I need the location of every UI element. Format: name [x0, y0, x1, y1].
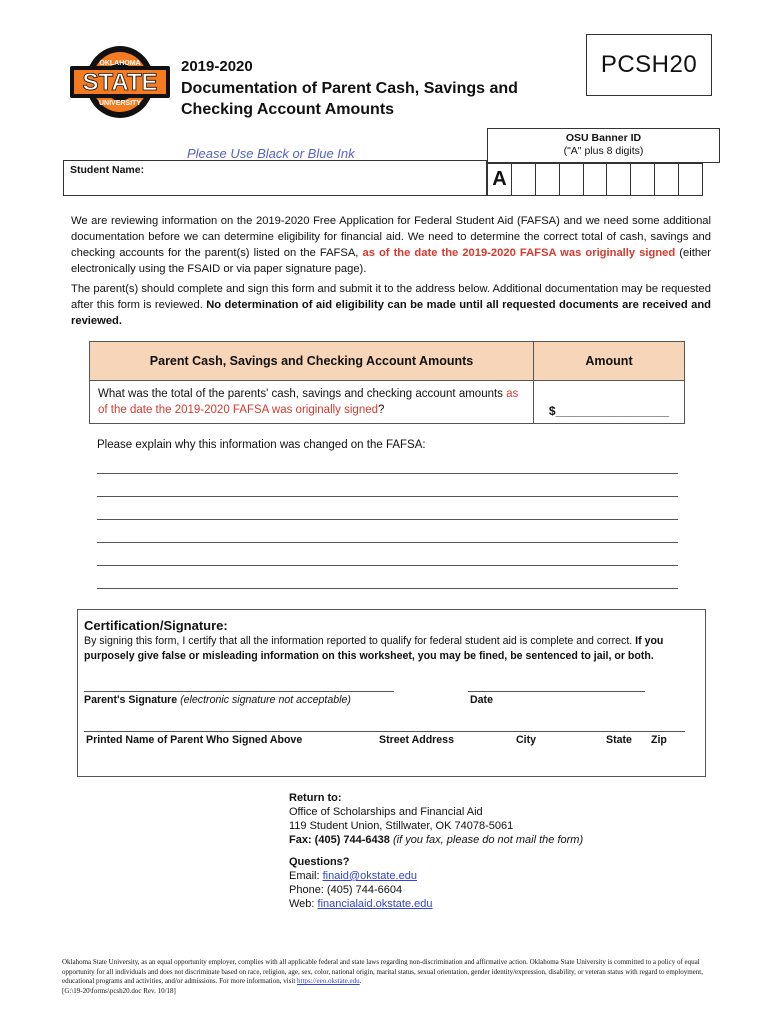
certification-statement: By signing this form, I certify that all the information reported to qualify for federal student aid is complete and correct. [84, 635, 636, 647]
signature-note: (electronic signature not acceptable) [180, 694, 351, 706]
intro-paragraph-1 [71, 213, 711, 277]
signature-line[interactable] [84, 691, 394, 692]
explain-line[interactable] [97, 473, 678, 474]
banner-digit-box[interactable] [606, 163, 631, 196]
certification-text [84, 634, 700, 664]
student-name-field[interactable] [63, 160, 487, 196]
banner-id-prefix: A [487, 163, 512, 196]
intro-text: We are reviewing information on the 2019-2020 Free Application for Federal Student Aid (FAFSA) and we need some additional documentation before we can determine eligibility for financial aid. We need to determine the correct total of cash, savings and checking accounts for the parent(s) listed on the FAFSA, [71, 215, 711, 259]
amount-input[interactable]: $_________________ [534, 381, 685, 424]
state-label: State [606, 734, 632, 746]
fax-number: Fax: (405) 744-6438 [289, 834, 390, 846]
zip-label: Zip [651, 734, 667, 746]
form-code: PCSH20 [586, 34, 712, 96]
table-header-amount: Amount [534, 342, 685, 381]
footer-text: Oklahoma State University, as an equal opportunity employer, complies with all applicable federal and state laws regarding non-discrimination and affirmative action. Oklahoma State University is committed to a policy of equal opportunity for all individuals and does not discriminate based on race, religion, age, sex, color, national origin, marital status, sexual orientation, gender identity/expression, disability, or veteran status with regard to employment, educational programs and activities, and/or admissions. For more information, visit [62, 958, 703, 985]
banner-digit-box[interactable] [630, 163, 655, 196]
banner-id-header [487, 128, 720, 163]
logo-top-text: OKLAHOMA [99, 60, 141, 67]
explain-label: Please explain why this information was changed on the FAFSA: [97, 439, 426, 451]
banner-id-label: OSU Banner ID [565, 132, 642, 144]
intro-bold: No determination of aid eligibility can be made until all requested documents are received and reviewed. [71, 299, 711, 327]
form-title: Documentation of Parent Cash, Savings and Checking Account Amounts [181, 80, 518, 118]
web-row [289, 897, 583, 911]
footer-ref: [G:\19-20\forms\pcsh20.doc Rev. 10/18] [62, 986, 176, 995]
explain-line[interactable] [97, 542, 678, 543]
explain-line[interactable] [97, 588, 678, 589]
intro-paragraph-2 [71, 281, 711, 329]
web-link[interactable]: financialaid.okstate.edu [317, 898, 433, 910]
explain-line[interactable] [97, 565, 678, 566]
question-end: ? [378, 404, 385, 416]
email-label: Email: [289, 870, 323, 882]
email-link[interactable]: finaid@okstate.edu [322, 870, 417, 882]
intro-text-end: (either electronically using the FSAID or via paper signature page). [71, 247, 712, 275]
banner-id-sublabel: ("A" plus 8 digits) [563, 145, 644, 157]
intro-highlight: as of the date the 2019-2020 FAFSA was originally signed [362, 247, 676, 259]
explain-line[interactable] [97, 519, 678, 520]
banner-digit-box[interactable] [535, 163, 560, 196]
banner-id-field[interactable] [487, 163, 703, 196]
return-title: Return to: [289, 792, 342, 804]
return-address: 119 Student Union, Stillwater, OK 74078-5061 [289, 820, 514, 832]
certification-title: Certification/Signature: [84, 618, 228, 633]
date-line[interactable] [468, 691, 645, 692]
banner-digit-box[interactable] [678, 163, 703, 196]
logo-main-text: STATE [82, 69, 158, 96]
signature-label-text: Parent's Signature [84, 694, 178, 706]
student-name-label: Student Name: [70, 164, 145, 176]
phone-row: Phone: (405) 744-6604 [289, 884, 403, 896]
question-text: What was the total of the parents' cash, savings and checking account amounts [98, 388, 507, 400]
email-row [289, 869, 583, 883]
explain-line[interactable] [97, 496, 678, 497]
street-label: Street Address [379, 734, 454, 746]
ink-instruction: Please Use Black or Blue Ink [187, 146, 355, 161]
intro-text: The parent(s) should complete and sign this form and submit it to the address below. Additional documentation may be requested after this form is reviewed. [71, 283, 711, 311]
certification-warning: If you purposely give false or misleading information on this worksheet, you may be fined, be sentenced to jail, or both. [84, 635, 664, 662]
fax-note: (if you fax, please do not mail the form) [392, 834, 584, 846]
banner-digit-box[interactable] [654, 163, 679, 196]
banner-digit-box[interactable] [583, 163, 608, 196]
amount-table [89, 341, 685, 424]
table-question [90, 381, 534, 424]
printed-name-label: Printed Name of Parent Who Signed Above [86, 734, 303, 746]
return-office: Office of Scholarships and Financial Aid [289, 806, 483, 818]
questions-title: Questions? [289, 856, 350, 868]
footer [62, 958, 727, 996]
table-header-description: Parent Cash, Savings and Checking Account Amounts [90, 342, 534, 381]
question-highlight: as of the date the 2019-2020 FAFSA was originally signed [98, 388, 519, 416]
address-line[interactable] [84, 731, 685, 732]
banner-digit-box[interactable] [559, 163, 584, 196]
signature-label [84, 694, 351, 706]
osu-logo [68, 44, 172, 120]
date-label: Date [470, 694, 493, 706]
logo-bottom-text: UNIVERSITY [98, 100, 142, 107]
return-fax [289, 833, 583, 847]
banner-digit-box[interactable] [511, 163, 536, 196]
web-label: Web: [289, 898, 318, 910]
return-info [289, 791, 583, 911]
footer-end: . [359, 977, 362, 985]
eeo-link[interactable]: https://eeo.okstate.edu [297, 977, 360, 985]
form-year: 2019-2020 [181, 58, 253, 75]
city-label: City [516, 734, 537, 746]
